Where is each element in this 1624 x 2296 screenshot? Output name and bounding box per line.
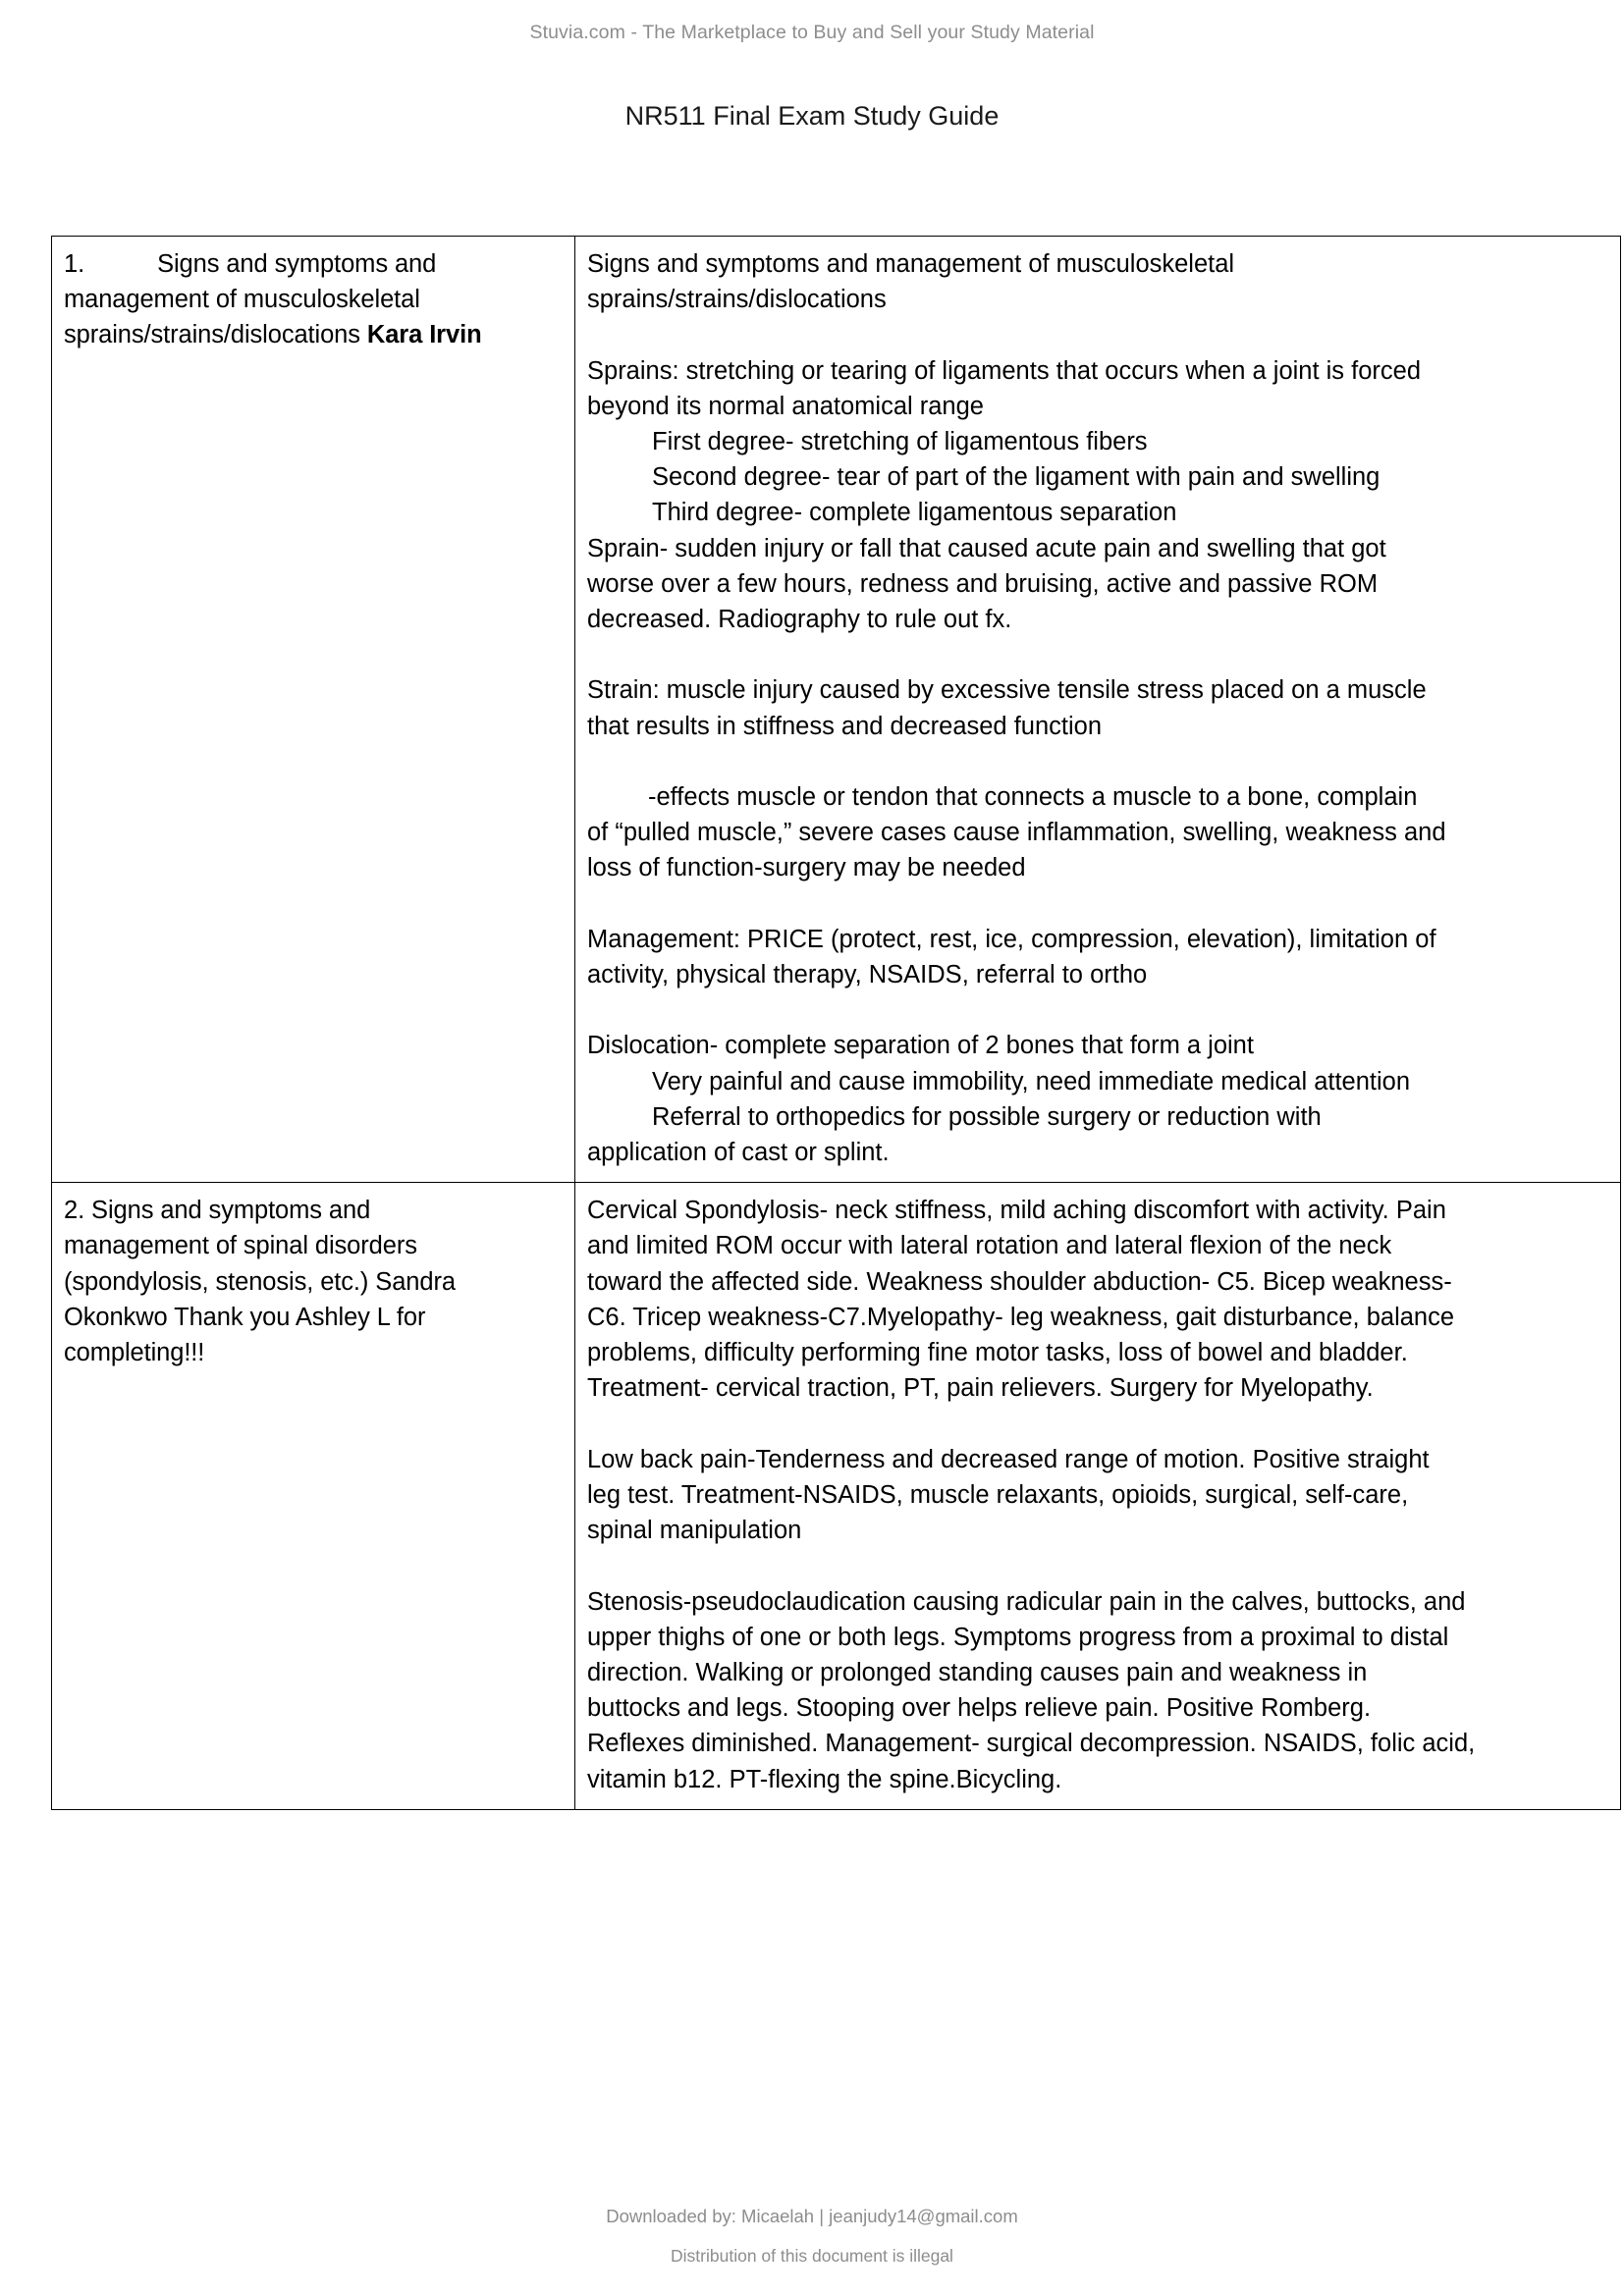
footer-downloaded-by: Downloaded by: Micaelah | jeanjudy14@gmail.com [606,2206,1018,2226]
answer-1-line-20: activity, physical therapy, NSAIDS, referral to ortho [587,961,1148,989]
question-2-line-0: 2. Signs and symptoms and [64,1197,371,1225]
answer-2-line-2: toward the affected side. Weakness shoulder abduction- C5. Bicep weakness- [587,1267,1452,1296]
answer-cell-1 [575,237,1621,1183]
answer-1-line-12: Strain: muscle injury caused by excessive tensile stress placed on a muscle [587,676,1427,705]
question-cell-1 [52,237,575,1183]
question-text-1 [52,237,574,365]
answer-1-line-18 [587,886,1610,922]
table-row [52,1183,1621,1809]
answer-2-line-1: and limited ROM occur with lateral rotation and lateral flexion of the neck [587,1232,1392,1260]
answer-1-line-1: sprains/strains/dislocations [587,286,887,314]
answer-1-line-4: beyond its normal anatomical range [587,392,984,420]
answer-1-line-11 [587,637,1610,672]
answer-2-line-14: buttocks and legs. Stooping over helps relieve pain. Positive Romberg. [587,1694,1372,1723]
answer-cell-2 [575,1183,1621,1809]
answer-1-line-24: Referral to orthopedics for possible surgery or reduction with [652,1102,1322,1131]
table-row [52,237,1621,1183]
page-title: NR511 Final Exam Study Guide [624,101,1000,131]
answer-2-line-12: upper thighs of one or both legs. Symptoms progress from a proximal to distal [587,1623,1449,1651]
question-2-line-3: Okonkwo Thank you Ashley L for [64,1303,426,1331]
answer-2-line-6 [587,1407,1610,1442]
answer-1-line-23: Very painful and cause immobility, need immediate medical attention [652,1067,1411,1095]
answer-1-line-7: Third degree- complete ligamentous separation [652,499,1177,527]
answer-2-line-9: spinal manipulation [587,1517,802,1545]
answer-1-line-5: First degree- stretching of ligamentous fibers [652,428,1148,456]
answer-2-line-4: problems, difficulty performing fine motor tasks, loss of bowel and bladder. [587,1339,1408,1367]
question-line-1-2: sprains/strains/dislocations [64,321,367,349]
question-2-line-2: (spondylosis, stenosis, etc.) Sandra [64,1267,456,1296]
answer-1-line-10: decreased. Radiography to rule out fx. [587,606,1012,634]
question-line-1-1: management of musculoskeletal [64,286,420,314]
answer-2-line-7: Low back pain-Tenderness and decreased range of motion. Positive straight [587,1445,1430,1473]
answer-1-line-15: -effects muscle or tendon that connects a muscle to a bone, complain [648,783,1418,812]
stuvia-watermark-header: Stuvia.com - The Marketplace to Buy and Sell your Study Material [529,22,1095,43]
answer-1-line-3: Sprains: stretching or tearing of ligaments that occurs when a joint is forced [587,356,1422,385]
question-2-line-4: completing!!! [64,1339,205,1367]
answer-text-1 [575,237,1620,1182]
answer-1-line-19: Management: PRICE (protect, rest, ice, compression, elevation), limitation of [587,925,1436,953]
answer-1-line-9: worse over a few hours, redness and bruising, active and passive ROM [587,569,1379,598]
answer-1-line-0: Signs and symptoms and management of musculoskeletal [587,250,1235,278]
answer-2-line-5: Treatment- cervical traction, PT, pain relievers. Surgery for Myelopathy. [587,1374,1374,1403]
answer-text-2 [575,1183,1620,1808]
question-cell-2 [52,1183,575,1809]
question-line-1-0: Signs and symptoms and [157,250,437,278]
answer-1-line-17: loss of function-surgery may be needed [587,854,1026,882]
answer-2-line-15: Reflexes diminished. Management- surgical decompression. NSAIDS, folic acid, [587,1730,1476,1758]
answer-2-line-16: vitamin b12. PT-flexing the spine.Bicycling. [587,1765,1062,1793]
answer-2-line-11: Stenosis-pseudoclaudication causing radicular pain in the calves, buttocks, and [587,1587,1466,1616]
answer-1-line-13: that results in stiffness and decreased function [587,712,1103,740]
answer-1-line-16: of “pulled muscle,” severe cases cause inflammation, swelling, weakness and [587,819,1446,847]
answer-1-line-14 [587,744,1610,779]
footer-distribution-notice: Distribution of this document is illegal [671,2246,953,2266]
answer-1-line-6: Second degree- tear of part of the ligament with pain and swelling [652,463,1380,492]
question-author-1: Kara Irvin [366,321,482,349]
answer-1-line-22: Dislocation- complete separation of 2 bones that form a joint [587,1032,1254,1060]
answer-1-line-21 [587,992,1610,1028]
answer-2-line-8: leg test. Treatment-NSAIDS, muscle relaxants, opioids, surgical, self-care, [587,1480,1409,1509]
question-number-1: 1. [64,250,85,278]
study-guide-table [51,236,1621,1810]
answer-2-line-10 [587,1548,1610,1583]
question-text-2 [52,1183,574,1382]
answer-2-line-0: Cervical Spondylosis- neck stiffness, mild aching discomfort with activity. Pain [587,1197,1446,1225]
answer-1-line-2 [587,317,1610,352]
answer-2-line-3: C6. Tricep weakness-C7.Myelopathy- leg weakness, gait disturbance, balance [587,1303,1455,1331]
table-body [52,237,1621,1810]
answer-1-line-8: Sprain- sudden injury or fall that caused acute pain and swelling that got [587,534,1386,562]
answer-2-line-13: direction. Walking or prolonged standing causes pain and weakness in [587,1658,1368,1686]
question-2-line-1: management of spinal disorders [64,1232,417,1260]
answer-1-line-25: application of cast or splint. [587,1139,890,1167]
